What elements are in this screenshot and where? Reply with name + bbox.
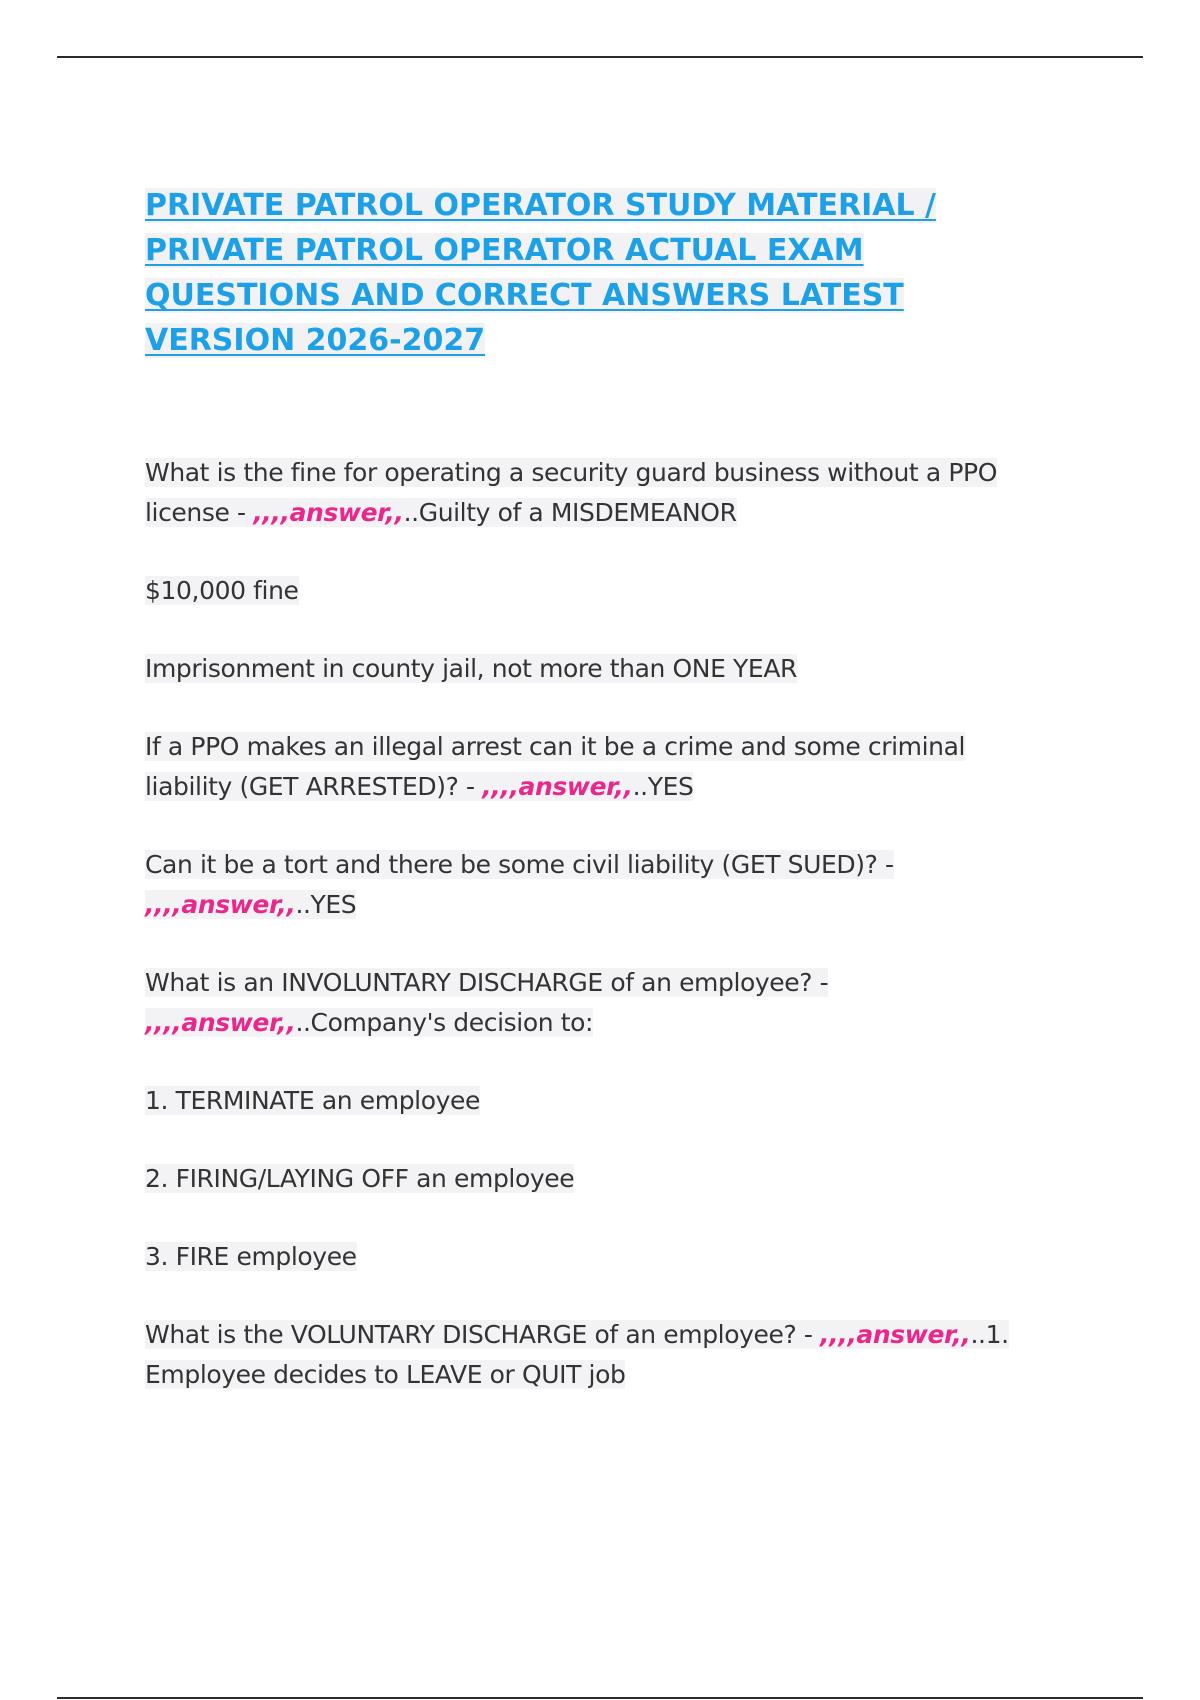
answer-text: ..1. (970, 1320, 1009, 1349)
question-text: What is the VOLUNTARY DISCHARGE of an employee? - (145, 1320, 821, 1349)
answer-text: ..YES (295, 890, 357, 919)
answer-marker: ,,,,answer,, (253, 498, 404, 527)
title-line-3[interactable]: QUESTIONS AND CORRECT ANSWERS LATEST (145, 278, 904, 313)
detail-imprisonment (145, 649, 1060, 689)
qa-item-voluntary-discharge (145, 1315, 1060, 1395)
qa-item-tort (145, 845, 1060, 925)
answer-marker: ,,,,answer,, (145, 1008, 296, 1037)
question-text: Can it be a tort and there be some civil liability (GET SUED)? - (145, 850, 894, 879)
list-item-terminate (145, 1081, 1060, 1121)
question-text-cont: liability (GET ARRESTED)? - (145, 772, 483, 801)
list-item-firing (145, 1159, 1060, 1199)
header-rule (57, 56, 1143, 58)
answer-marker: ,,,,answer,, (820, 1320, 971, 1349)
question-text: If a PPO makes an illegal arrest can it be a crime and some criminal (145, 732, 966, 761)
qa-item-involuntary-discharge (145, 963, 1060, 1043)
document-body (145, 183, 1060, 1395)
detail-text: Imprisonment in county jail, not more than ONE YEAR (145, 654, 797, 683)
detail-fine-amount (145, 571, 1060, 611)
answer-text: ..Company's decision to: (295, 1008, 594, 1037)
title-line-4[interactable]: VERSION 2026-2027 (145, 323, 486, 358)
question-text: What is an INVOLUNTARY DISCHARGE of an employee? - (145, 968, 829, 997)
qa-item-illegal-arrest (145, 727, 1060, 807)
document-title-link[interactable] (145, 183, 1060, 363)
answer-text: ..Guilty of a MISDEMEANOR (403, 498, 737, 527)
list-item-text: 3. FIRE employee (145, 1242, 357, 1271)
list-item-text: 2. FIRING/LAYING OFF an employee (145, 1164, 575, 1193)
title-line-1[interactable]: PRIVATE PATROL OPERATOR STUDY MATERIAL / (145, 188, 936, 223)
question-text: What is the fine for operating a security guard business without a PPO (145, 458, 997, 487)
question-text-cont: license - (145, 498, 254, 527)
detail-text: $10,000 fine (145, 576, 299, 605)
footer-rule (57, 1697, 1143, 1699)
answer-marker: ,,,,answer,, (145, 890, 296, 919)
qa-item-fine (145, 453, 1060, 533)
list-item-text: 1. TERMINATE an employee (145, 1086, 480, 1115)
answer-text-cont: Employee decides to LEAVE or QUIT job (145, 1360, 626, 1389)
list-item-fire (145, 1237, 1060, 1277)
answer-marker: ,,,,answer,, (482, 772, 633, 801)
answer-text: ..YES (632, 772, 694, 801)
title-line-2[interactable]: PRIVATE PATROL OPERATOR ACTUAL EXAM (145, 233, 864, 268)
